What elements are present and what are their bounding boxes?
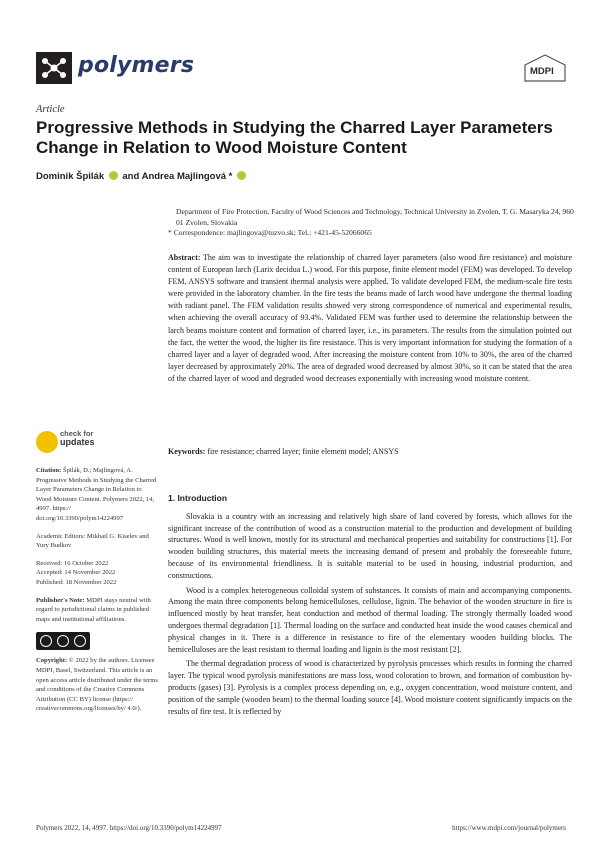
keywords bbox=[168, 447, 572, 456]
check-updates-icon[interactable] bbox=[36, 431, 58, 453]
copyright-text: © 2022 by the authors. Licensee MDPI, Basel, Switzerland. This article is an open access article distributed under the terms and conditions of the Creative Commons Attribution (CC BY) license (https:// creativecommons.org/licenses/by/ 4.0/). bbox=[36, 657, 158, 713]
correspondence: * Correspondence: majlingova@tuzvo.sk; Tel.: +421-45-52066065 bbox=[168, 228, 372, 237]
article-body bbox=[168, 493, 572, 720]
paragraph: Slovakia is a country with an increasing and relatively high share of land covered by forests, which allows for the significant increase of the contribution of wood as a construction material to the production and development of building structures. Wood is well known, mostly for its structural and mechanical properties and suitability for constructions [1]. For wooden building structures, this material meets the increasing demand of present and probably the foreseeable future, because of its environmental friendliness. It is suitable material to be used in housing, industrial production, and constructions. bbox=[168, 511, 572, 580]
author-name[interactable]: Dominik Špilák bbox=[36, 171, 105, 182]
citation-label: Citation: bbox=[36, 467, 62, 474]
abstract-text: The aim was to investigate the relationship of charred layer parameters (also wood fire resistance) and moisture content of European larch (Larix decidua L.) wood. For this purpose, finite element model (FEM) was developed. To develop FEM, ANSYS software and transient thermal analysis were applied. To validate developed FEM, the medium-scale fire tests were provided in the laboratory chamber. In the fire tests the beams made of larch wood have undergone the thermal loading with radiant panel. The FEM validation results showed very strong correspondence of numerical and experimental results, when achieving the overall accuracy of 93.4%. Validated FEM was further used to determine the relationship between the larch beams moisture content and formation of charred layer, i.e., its parameters. The results from the simulation pointed out the fact, the wetter the wood, the higher its fire resistance. This is very important information for studying the formation of a charred layer and a layer of degraded wood. After increasing the moisture content from 10% to 30%, the area of the charred layer decreased by approximately 20%. The area of degraded wood decreased by almost 30%, so it can be stated that the area of the charred layer of wood and degraded wood decreases exponentially with increasing wood moisture content. bbox=[168, 253, 572, 383]
paragraph: Wood is a complex heterogeneous colloidal system of substances. It consists of main and accompanying components. Among the main three components belong hemicelluloses, cellulose, lignin. The behavior of the wooden structure in fire is influenced mostly by heat transfer, heat conduction and method of thermal loading. The strongly thermally loaded wood undergoes thermal degradation [1]. Thermal loading on the surface and conducted heat inside the wood causes chemical and physical changes in it. There is a difference in resistance to fire of the elementary wooden building blocks. The hemicelluloses are the least resistant to thermal loading and lignin is the most resistant [2]. bbox=[168, 585, 572, 654]
footer-journal-url[interactable]: https://www.mdpi.com/journal/polymers bbox=[452, 824, 566, 832]
citation-block bbox=[36, 466, 158, 524]
publisher-note-label: Publisher's Note: bbox=[36, 596, 85, 604]
publisher-note-text: MDPI stays neutral with regard to jurisdictional claims in published maps and institutional affiliations. bbox=[36, 596, 151, 623]
publisher-note bbox=[36, 596, 158, 625]
article-type: Article bbox=[36, 104, 65, 115]
abstract-label: Abstract: bbox=[168, 253, 201, 262]
check-updates-label[interactable] bbox=[60, 430, 95, 446]
citation-text: Špilák, D.; Majlingová, A. Progressive Methods in Studying the Charred Layer Parameters Change in Relation to Wood Moisture Content. Polymers 2022, 14, 4997. https:// doi.org/10.3390/polym14224997 bbox=[36, 467, 157, 522]
publisher-name: MDPI bbox=[530, 66, 554, 77]
check-updates-line2: updates bbox=[60, 437, 95, 447]
academic-editors: Academic Editors: Mikhail G. Kiselev and Yury Budkov bbox=[36, 532, 149, 550]
section-heading: 1. Introduction bbox=[168, 493, 228, 503]
footer-citation[interactable]: Polymers 2022, 14, 4997. https://doi.org/10.3390/polym14224997 bbox=[36, 824, 222, 832]
sidebar-metadata bbox=[36, 466, 158, 722]
date-accepted: Accepted: 14 November 2022 bbox=[36, 569, 116, 577]
article-title: Progressive Methods in Studying the Charred Layer Parameters Change in Relation to Wood Moisture Content bbox=[36, 118, 553, 157]
abstract bbox=[168, 252, 572, 385]
paragraph: The thermal degradation process of wood is characterized by pyrolysis processes which results in forming the charred layer. The typical wood pyrolysis manifestations are mass loss, wood coloration to brown, and formation of combustion by-products (gases) [3]. Pyrolysis is a complex process depending on, e.g., oxygen concentration, wood moisture content, and position of the sample (wooden beam) to the thermal loading source [4]. Wood moisture content significantly impacts on the results of fire test. It is reflected by bbox=[168, 659, 572, 716]
affiliation bbox=[168, 207, 578, 228]
author-separator: and bbox=[122, 171, 140, 182]
copyright-block bbox=[36, 656, 158, 714]
journal-logo bbox=[36, 52, 72, 84]
page-footer bbox=[36, 824, 566, 832]
check-updates-line1: check for bbox=[60, 429, 94, 438]
cc-license-icon[interactable] bbox=[36, 632, 90, 650]
copyright-label: Copyright: bbox=[36, 657, 68, 665]
orcid-icon[interactable] bbox=[109, 171, 118, 180]
author-name[interactable]: Andrea Majlingová * bbox=[141, 171, 233, 182]
author-list bbox=[36, 171, 248, 182]
date-published: Published: 18 November 2022 bbox=[36, 578, 117, 586]
date-received: Received: 16 October 2022 bbox=[36, 559, 109, 567]
keywords-text: fire resistance; charred layer; finite element model; ANSYS bbox=[207, 447, 399, 456]
orcid-icon[interactable] bbox=[237, 171, 246, 180]
keywords-label: Keywords: bbox=[168, 447, 206, 456]
journal-name: polymers bbox=[78, 53, 195, 78]
affiliation-text: Department of Fire Protection, Faculty of Wood Sciences and Technology, Technical University in Zvolen, T. G. Masaryka 24, 960 01 Zvolen, Slovakia bbox=[176, 207, 574, 227]
